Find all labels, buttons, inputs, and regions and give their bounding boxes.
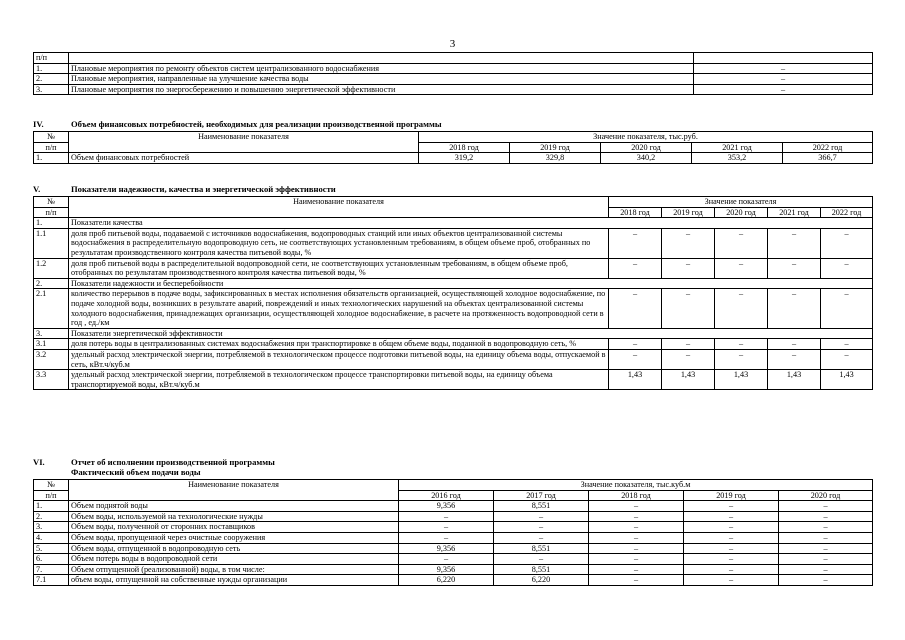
header-name: Наименование показателя [69, 197, 609, 218]
section-6-heading [33, 457, 275, 467]
table-row [34, 501, 873, 512]
table-cell: Объем воды, пропущенной через очистные сооружения [69, 532, 399, 543]
header-num: п/п [34, 53, 69, 64]
table-cell: 3. [34, 328, 69, 339]
table-row [34, 575, 873, 586]
table-cell: – [779, 554, 873, 565]
table-cell: 2. [34, 511, 69, 522]
table-cell: – [662, 289, 715, 328]
table-cell: – [768, 339, 821, 350]
table-cell: – [589, 554, 684, 565]
table-cell: 2. [34, 278, 69, 289]
table-cell: 9,356 [399, 564, 494, 575]
table-cell: 1,43 [609, 370, 662, 390]
table-cell: Объем финансовых потребностей [69, 153, 419, 164]
table-header-row [34, 132, 873, 143]
section-title: Отчет об исполнении производственной программы [71, 457, 275, 467]
table-cell: – [694, 63, 873, 74]
table-cell: – [768, 289, 821, 328]
page-number: 3 [449, 38, 456, 50]
table-cell: доля потерь воды в централизованных системах водоснабжения при транспортировке в общем объеме воды, поданной в водопроводную сеть, % [69, 339, 609, 350]
table-cell: – [589, 543, 684, 554]
header-num: п/п [34, 142, 69, 153]
water-supply-report-table [33, 479, 873, 586]
table-row [34, 218, 873, 229]
table-cell: доля проб питьевой воды, подаваемой с источников водоснабжения, водопроводных станций или иных объектов централизованной системы водоснабжения в распределительную водопроводную сеть, не соответствующих установленным требованиям, в общем объеме проб, отобранных по результатам производственного контроля качества питьевой воды, % [69, 228, 609, 258]
table-cell: 1,43 [715, 370, 768, 390]
table-cell: 1,43 [768, 370, 821, 390]
table-cell: Объем потерь воды в водопроводной сети [69, 554, 399, 565]
table-cell: – [684, 501, 779, 512]
table-cell: 9,356 [399, 501, 494, 512]
table-cell: – [715, 289, 768, 328]
table-cell: 1.1 [34, 228, 69, 258]
table-cell: 2. [34, 74, 69, 85]
table-cell: 329,8 [510, 153, 601, 164]
table-cell: удельный расход электрической энергии, потребляемой в технологическом процессе подготовки питьевой воды, на единицу объема воды, отпускаемой в сеть, кВт.ч/куб.м [69, 349, 609, 369]
table-cell: – [768, 228, 821, 258]
table-cell: количество перерывов в подаче воды, зафиксированных в местах исполнения обязательств организацией, осуществляющей холодное водоснабжение, по подаче холодной воды, возникших в результате аварий, повреждений и иных технологических нарушений на объектах централизованной системы холодного водоснабжения, принадлежащих организации, осуществляющей холодное водоснабжение, в расчете на протяженность водопроводной сети в год , ед./км [69, 289, 609, 328]
table-cell: – [684, 543, 779, 554]
year-header: 2018 год [589, 490, 684, 501]
table-cell: Показатели надежности и бесперебойности [69, 278, 873, 289]
section-number: IV. [33, 119, 44, 129]
table-row [34, 84, 873, 95]
table-cell: – [684, 532, 779, 543]
table-cell: 7.1 [34, 575, 69, 586]
year-header: 2020 год [779, 490, 873, 501]
table-cell: – [684, 564, 779, 575]
table-header-row [34, 197, 873, 208]
table-cell: 7. [34, 564, 69, 575]
table-cell: – [821, 339, 873, 350]
year-header: 2019 год [510, 142, 601, 153]
table-cell: – [684, 511, 779, 522]
table-row [34, 543, 873, 554]
table-row [34, 228, 873, 258]
table-cell: – [715, 349, 768, 369]
table-cell: – [779, 522, 873, 533]
year-header: 2022 год [783, 142, 873, 153]
header-value: Значение показателя, тыс.руб. [419, 132, 873, 143]
table-cell: 4. [34, 532, 69, 543]
table-cell: 8,551 [494, 501, 589, 512]
table-row [34, 153, 873, 164]
table-cell: – [494, 511, 589, 522]
table-cell: – [694, 74, 873, 85]
year-header: 2019 год [662, 207, 715, 218]
table-cell: 353,2 [692, 153, 783, 164]
section-subtitle: Фактический объем подачи воды [71, 467, 201, 477]
header-num: п/п [34, 490, 69, 501]
header-num: № [34, 132, 69, 143]
section-6-subtitle [33, 467, 201, 477]
table-row [34, 63, 873, 74]
table-cell: 366,7 [783, 153, 873, 164]
table-cell: – [609, 339, 662, 350]
table-cell: 8,551 [494, 543, 589, 554]
table-cell: – [821, 258, 873, 278]
table-cell: – [768, 349, 821, 369]
table-header-row [34, 480, 873, 491]
table-cell: Показатели энергетической эффективности [69, 328, 873, 339]
year-header: 2016 год [399, 490, 494, 501]
table-cell: – [589, 575, 684, 586]
year-header: 2018 год [609, 207, 662, 218]
table-cell: – [694, 84, 873, 95]
table-cell: – [715, 228, 768, 258]
table-cell: 1. [34, 153, 69, 164]
table-row [34, 258, 873, 278]
indicators-table [33, 196, 873, 390]
section-number: VI. [33, 457, 45, 467]
table-cell: – [684, 554, 779, 565]
header-num: п/п [34, 207, 69, 218]
year-header: 2021 год [768, 207, 821, 218]
table-cell: – [715, 258, 768, 278]
table-cell: – [662, 349, 715, 369]
table-cell: – [399, 522, 494, 533]
table-cell: – [779, 532, 873, 543]
table-cell: 6. [34, 554, 69, 565]
table-cell: – [399, 532, 494, 543]
section-5-heading [33, 184, 336, 194]
table-cell: – [684, 575, 779, 586]
section-4-heading [33, 119, 442, 129]
table-cell: – [494, 554, 589, 565]
table-cell: – [494, 532, 589, 543]
activities-table [33, 52, 873, 95]
table-cell: Плановые мероприятия по энергосбережению и повышению энергетической эффективности [69, 84, 694, 95]
financial-needs-table [33, 131, 873, 164]
table-cell: – [779, 511, 873, 522]
table-cell: 3.3 [34, 370, 69, 390]
table-cell: – [609, 258, 662, 278]
table-row [34, 564, 873, 575]
table-cell: – [662, 228, 715, 258]
table-row [34, 532, 873, 543]
table-cell: объем воды, отпущенной на собственные нужды организации [69, 575, 399, 586]
table-row [34, 554, 873, 565]
table-cell: 1,43 [821, 370, 873, 390]
table-cell: 3.2 [34, 349, 69, 369]
table-cell: – [399, 511, 494, 522]
table-header-row [34, 53, 873, 64]
header-value: Значение показателя, тыс.куб.м [399, 480, 873, 491]
table-cell: 1. [34, 501, 69, 512]
year-header: 2020 год [601, 142, 692, 153]
table-cell: Объем поднятой воды [69, 501, 399, 512]
table-cell: 5. [34, 543, 69, 554]
header-num: № [34, 197, 69, 208]
table-cell: – [821, 228, 873, 258]
year-header: 2020 год [715, 207, 768, 218]
table-cell: – [684, 522, 779, 533]
table-cell: – [662, 258, 715, 278]
year-header: 2022 год [821, 207, 873, 218]
table-cell: – [779, 543, 873, 554]
table-cell: – [779, 575, 873, 586]
table-cell: Плановые мероприятия по ремонту объектов систем централизованного водоснабжения [69, 63, 694, 74]
table-row [34, 349, 873, 369]
table-cell: 319,2 [419, 153, 510, 164]
table-cell: 1.2 [34, 258, 69, 278]
table-row [34, 522, 873, 533]
table-cell: 1. [34, 63, 69, 74]
table-row [34, 339, 873, 350]
table-cell: – [768, 258, 821, 278]
table-cell: 3.1 [34, 339, 69, 350]
table-row [34, 328, 873, 339]
table-cell: – [589, 511, 684, 522]
table-cell: 340,2 [601, 153, 692, 164]
table-cell: – [609, 349, 662, 369]
table-cell: Объем воды, отпущенной в водопроводную сеть [69, 543, 399, 554]
table-cell: – [589, 564, 684, 575]
table-row [34, 370, 873, 390]
table-cell: 1,43 [662, 370, 715, 390]
table-cell: – [715, 339, 768, 350]
table-cell: – [779, 564, 873, 575]
year-header: 2018 год [419, 142, 510, 153]
table-cell: – [589, 532, 684, 543]
table-cell: 2.1 [34, 289, 69, 328]
table-cell: Показатели качества [69, 218, 873, 229]
table-cell: 6,220 [399, 575, 494, 586]
section-title: Показатели надежности, качества и энергетической эффективности [71, 184, 336, 194]
table-cell: Объем воды, используемой на технологические нужды [69, 511, 399, 522]
table-cell: 3. [34, 84, 69, 95]
table-cell: удельный расход электрической энергии, потребляемой в технологическом процессе транспортировки питьевой воды, на единицу объема транспортируемой воды, кВт.ч/куб.м [69, 370, 609, 390]
table-cell: 8,551 [494, 564, 589, 575]
table-cell: Плановые мероприятия, направленные на улучшение качества воды [69, 74, 694, 85]
year-header: 2019 год [684, 490, 779, 501]
table-cell: 1. [34, 218, 69, 229]
header-name: Наименование показателя [69, 132, 419, 153]
table-row [34, 511, 873, 522]
table-cell: 6,220 [494, 575, 589, 586]
table-cell: Объем воды, полученной от сторонних поставщиков [69, 522, 399, 533]
table-row [34, 278, 873, 289]
table-cell: доля проб питьевой воды в распределительной водопроводной сети, не соответствующих установленным требованиям, в общем объеме проб, отобранных по результатам производственного контроля качества питьевой воды, % [69, 258, 609, 278]
table-cell: – [589, 522, 684, 533]
header-num: № [34, 480, 69, 491]
section-title: Объем финансовых потребностей, необходимых для реализации производственной программы [71, 119, 442, 129]
header-name: Наименование показателя [69, 480, 399, 501]
table-cell: – [821, 289, 873, 328]
table-row [34, 289, 873, 328]
year-header: 2021 год [692, 142, 783, 153]
table-cell: – [779, 501, 873, 512]
table-cell: – [589, 501, 684, 512]
table-row [34, 74, 873, 85]
table-cell: Объем отпущенной (реализованной) воды, в том числе: [69, 564, 399, 575]
table-cell: – [494, 522, 589, 533]
table-cell: – [821, 349, 873, 369]
year-header: 2017 год [494, 490, 589, 501]
table-cell: – [399, 554, 494, 565]
header-value: Значение показателя [609, 197, 873, 208]
section-number: V. [33, 184, 41, 194]
table-cell: – [662, 339, 715, 350]
table-cell: – [609, 228, 662, 258]
table-cell: – [609, 289, 662, 328]
table-cell: 9,356 [399, 543, 494, 554]
table-cell: 3. [34, 522, 69, 533]
